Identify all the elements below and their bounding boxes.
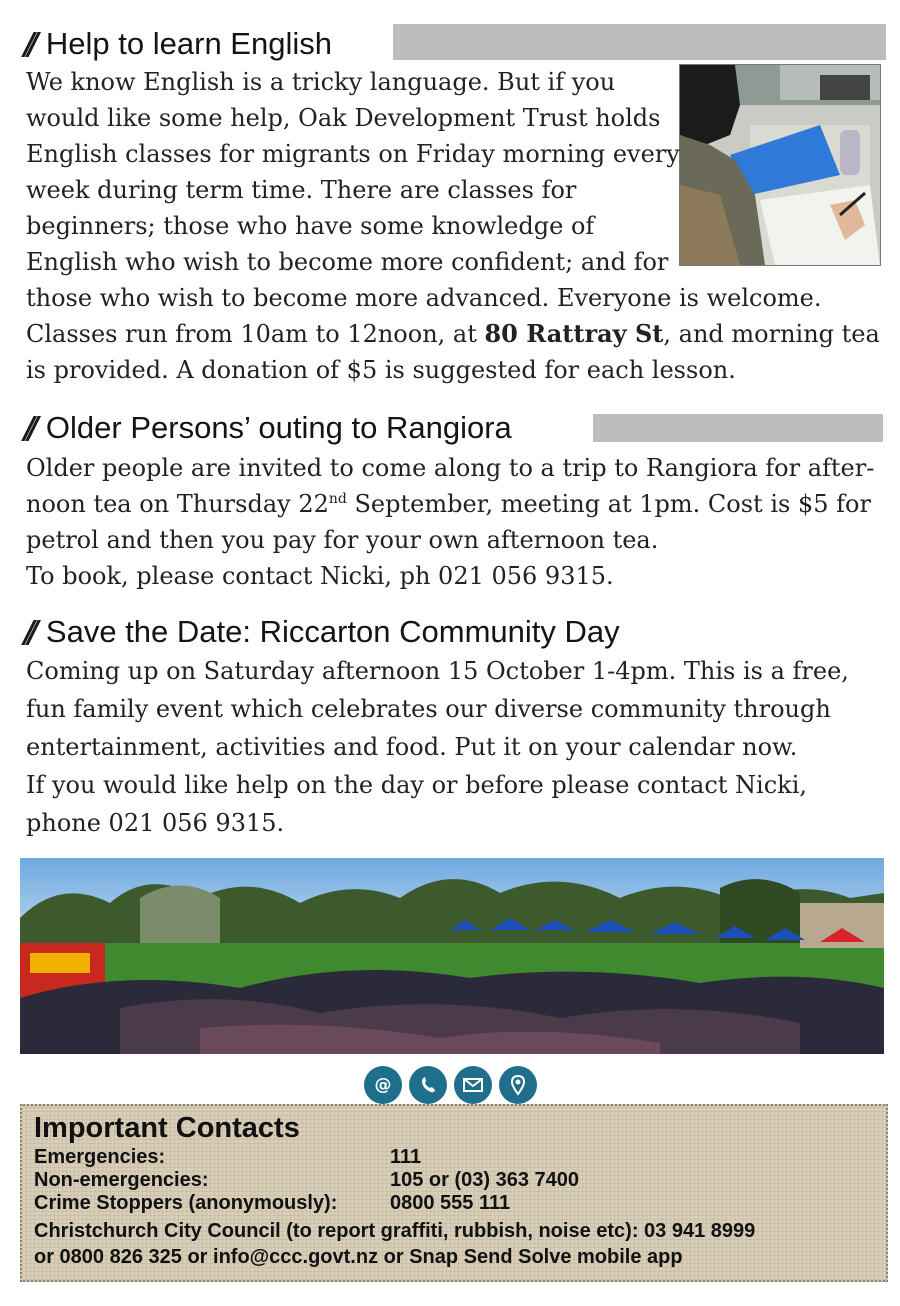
text-line: beginners; those who have some knowledge of: [26, 212, 595, 240]
double-slash-icon: //: [24, 614, 32, 650]
text-line: We know English is a tricky language. But if you: [26, 68, 616, 96]
section-heading-outing: [24, 406, 512, 450]
location-pin-icon[interactable]: [499, 1066, 537, 1104]
section-body-community-day: [26, 652, 849, 842]
heading-text: Older Persons’ outing to Rangiora: [45, 410, 512, 445]
section-body-outing: [26, 450, 874, 594]
heading-text: Save the Date: Riccarton Community Day: [45, 614, 620, 649]
council-contact-line: or 0800 826 325 or info@ccc.govt.nz or Snap Send Solve mobile app: [34, 1246, 683, 1268]
text-line: those who wish to become more advanced. Everyone is welcome.: [26, 284, 822, 312]
text-line: English classes for migrants on Friday morning every: [26, 140, 680, 168]
contact-label: Emergencies:: [34, 1146, 166, 1168]
ordinal-suffix: nd: [328, 491, 347, 507]
section-heading-community-day: [24, 610, 620, 654]
double-slash-icon: //: [24, 410, 32, 446]
text-line: If you would like help on the day or before please contact Nicki,: [26, 771, 808, 799]
text-line: English who wish to become more confident; and for: [26, 248, 669, 276]
section-heading-english: [24, 22, 332, 66]
text-line: To book, please contact Nicki, ph 021 056 9315.: [26, 562, 614, 590]
text-line: fun family event which celebrates our diverse community through: [26, 695, 831, 723]
heading-text: Help to learn English: [45, 26, 332, 61]
heading-bar: [393, 24, 886, 60]
text-line: Older people are invited to come along to a trip to Rangiora for after-: [26, 454, 875, 482]
text-line: [26, 316, 880, 352]
contacts-title: Important Contacts: [34, 1112, 300, 1144]
section-body-english: [26, 64, 880, 388]
text-line: [26, 486, 874, 522]
text-run: , and morning tea: [663, 320, 880, 348]
council-contact-line: Christchurch City Council (to report graffiti, rubbish, noise etc): 03 941 8999: [34, 1220, 756, 1242]
text-line: phone 021 056 9315.: [26, 809, 285, 837]
contact-value: 111: [390, 1146, 422, 1168]
envelope-icon[interactable]: [454, 1066, 492, 1104]
contact-icons: [364, 1066, 537, 1104]
text-run: September, meeting at 1pm. Cost is $5 for: [346, 490, 871, 518]
heading-bar: [593, 414, 883, 442]
contact-value: 105 or (03) 363 7400: [390, 1169, 580, 1191]
double-slash-icon: //: [24, 26, 32, 62]
svg-text:@: @: [374, 1075, 392, 1095]
text-line: petrol and then you pay for your own afternoon tea.: [26, 526, 659, 554]
text-line: Coming up on Saturday afternoon 15 October 1-4pm. This is a free,: [26, 657, 849, 685]
text-run: Classes run from 10am to 12noon, at: [26, 320, 485, 348]
contact-label: Crime Stoppers (anonymously):: [34, 1192, 338, 1214]
text-line: is provided. A donation of $5 is suggested for each lesson.: [26, 356, 736, 384]
text-line: would like some help, Oak Development Trust holds: [26, 104, 661, 132]
contact-value: 0800 555 111: [390, 1192, 511, 1214]
important-contacts-box: [20, 1104, 888, 1282]
address-bold: 80 Rattray St: [484, 319, 664, 348]
contact-label: Non-emergencies:: [34, 1169, 209, 1191]
text-line: week during term time. There are classes for: [26, 176, 577, 204]
text-line: entertainment, activities and food. Put it on your calendar now.: [26, 733, 798, 761]
text-run: noon tea on Thursday 22: [26, 490, 329, 518]
phone-icon[interactable]: [409, 1066, 447, 1104]
community-day-photo: [20, 858, 884, 1054]
at-icon[interactable]: [364, 1066, 402, 1104]
